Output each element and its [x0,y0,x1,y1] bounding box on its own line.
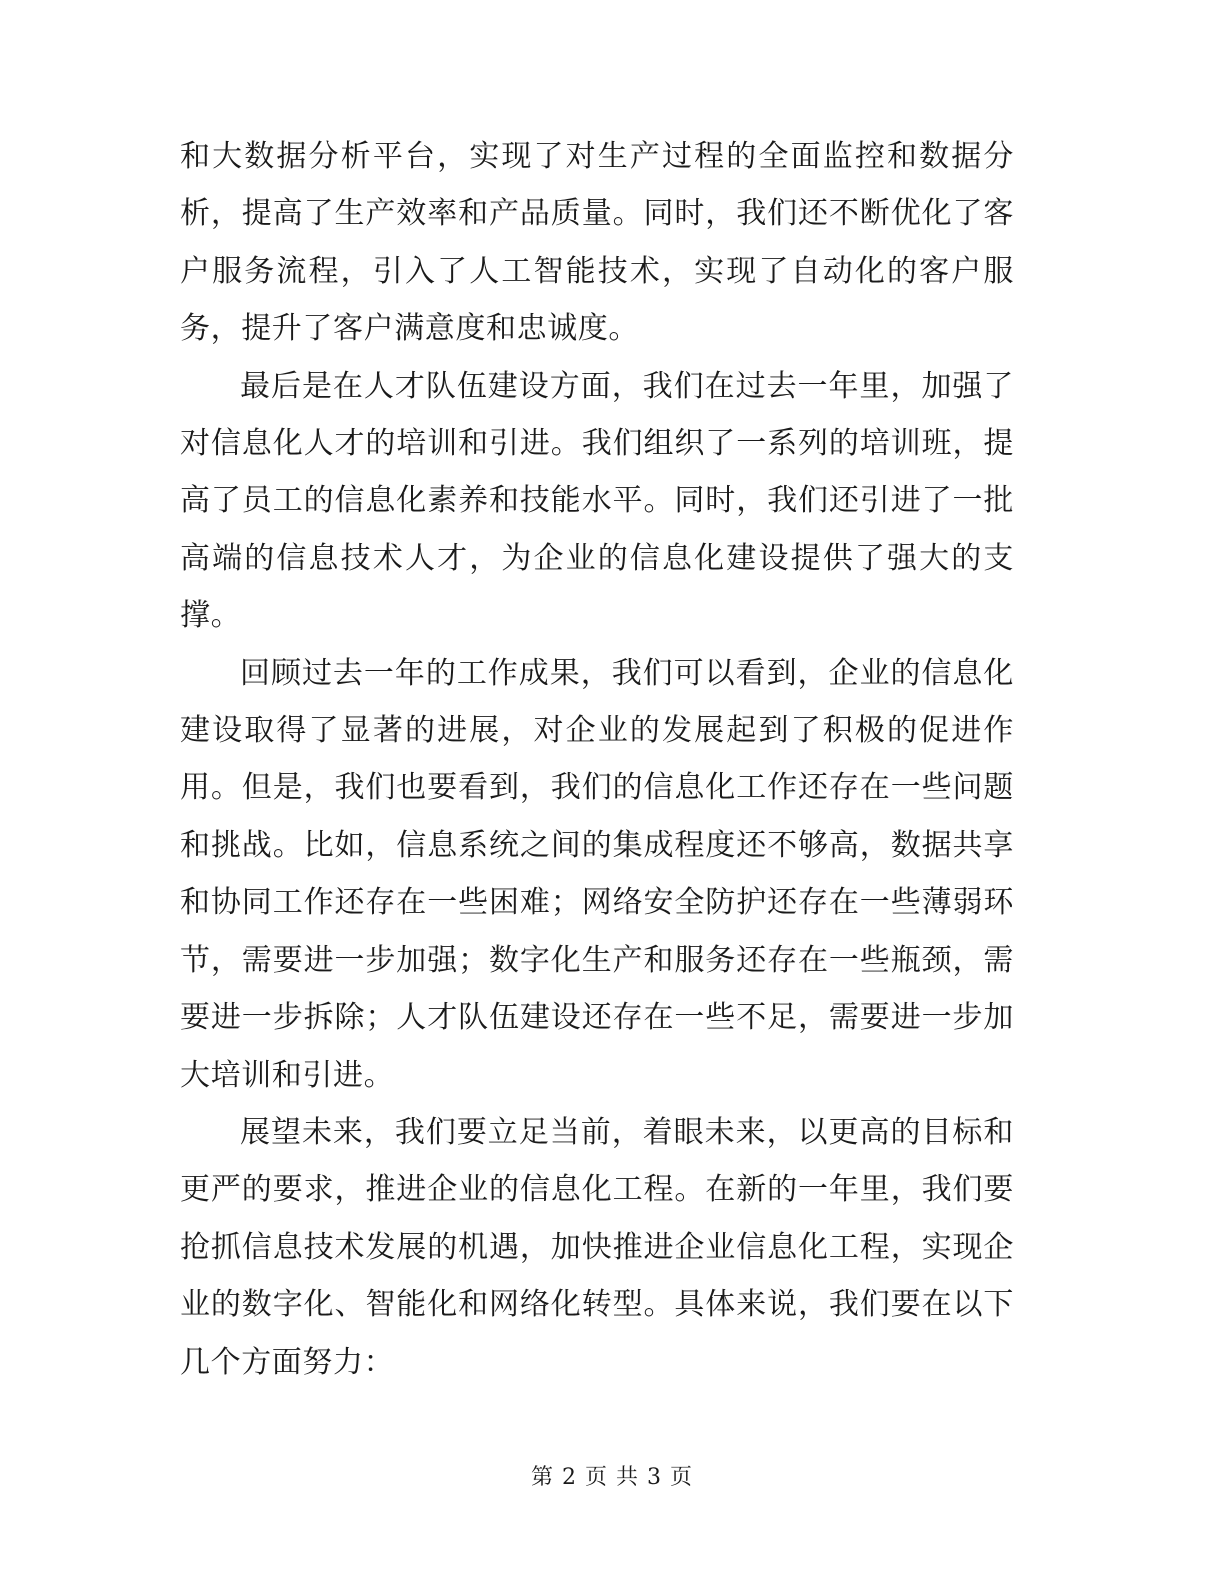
footer-prefix: 第 [530,1465,554,1490]
footer-suffix: 页 [670,1465,694,1490]
footer-current-page: 2 [561,1465,577,1490]
footer-page-word: 页 [584,1465,608,1490]
page-footer [0,1460,1224,1491]
document-body [180,128,1014,1391]
footer-total-pages: 3 [647,1465,663,1490]
paragraph-4: 展望未来，我们要立足当前，着眼未来，以更高的目标和更严的要求，推进企业的信息化工程。在新的一年里，我们要抢抓信息技术发展的机遇，加快推进企业信息化工程，实现企业的数字化、智能化和网络化转型。具体来说，我们要在以下几个方面努力： [180,1114,1014,1380]
footer-total-word: 共 [616,1465,640,1490]
paragraph-2: 最后是在人才队伍建设方面，我们在过去一年里，加强了对信息化人才的培训和引进。我们组织了一系列的培训班，提高了员工的信息化素养和技能水平。同时，我们还引进了一批高端的信息技术人才，为企业的信息化建设提供了强大的支撑。 [180,368,1014,634]
paragraph-3: 回顾过去一年的工作成果，我们可以看到，企业的信息化建设取得了显著的进展，对企业的发展起到了积极的促进作用。但是，我们也要看到，我们的信息化工作还存在一些问题和挑战。比如，信息系统之间的集成程度还不够高，数据共享和协同工作还存在一些困难；网络安全防护还存在一些薄弱环节，需要进一步加强；数字化生产和服务还存在一些瓶颈，需要进一步拆除；人才队伍建设还存在一些不足，需要进一步加大培训和引进。 [180,655,1014,1093]
paragraph-1: 和大数据分析平台，实现了对生产过程的全面监控和数据分析，提高了生产效率和产品质量。同时，我们还不断优化了客户服务流程，引入了人工智能技术，实现了自动化的客户服务，提升了客户满意度和忠诚度。 [180,139,1014,347]
